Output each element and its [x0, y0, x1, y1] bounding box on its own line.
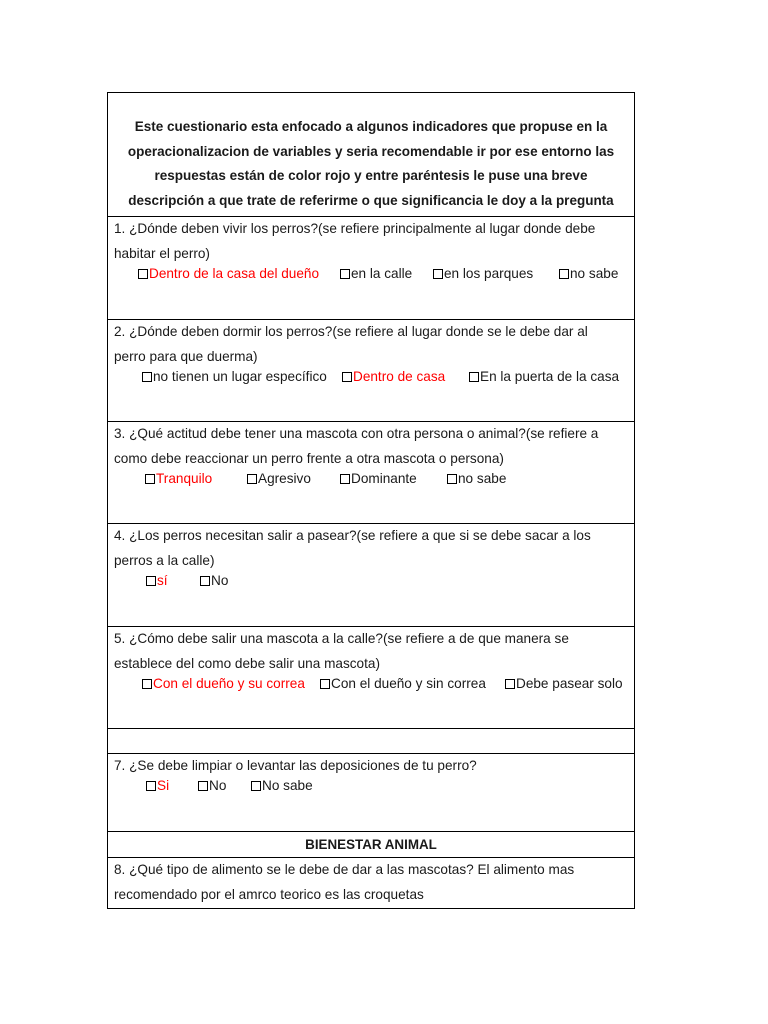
blank-row	[108, 729, 634, 754]
checkbox-icon[interactable]	[146, 781, 156, 791]
question-2-options	[108, 370, 634, 392]
checkbox-icon[interactable]	[340, 269, 350, 279]
question-4-options	[108, 574, 634, 596]
option-no-sabe[interactable]: no sabe	[447, 472, 506, 486]
option-tranquilo[interactable]: Tranquilo	[145, 472, 212, 486]
question-5	[108, 627, 634, 729]
checkbox-icon[interactable]	[342, 372, 352, 382]
option-dentro-casa-dueno[interactable]: Dentro de la casa del dueño	[138, 267, 319, 281]
question-line: 4. ¿Los perros necesitan salir a pasear?(se refiere a que si se debe sacar a los	[114, 528, 591, 543]
checkbox-icon[interactable]	[320, 679, 330, 689]
option-pasear-solo[interactable]: Debe pasear solo	[505, 677, 623, 691]
question-line: habitar el perro)	[114, 245, 210, 261]
question-3-text	[114, 422, 628, 471]
option-no-sabe[interactable]: no sabe	[559, 267, 618, 281]
question-8	[108, 858, 634, 908]
option-si[interactable]: sí	[146, 574, 168, 588]
option-no[interactable]: No	[200, 574, 228, 588]
option-dominante[interactable]: Dominante	[340, 472, 417, 486]
intro-line: operacionalizacion de variables y seria recomendable ir por ese entorno las	[127, 143, 615, 159]
question-1	[108, 217, 634, 320]
checkbox-icon[interactable]	[145, 474, 155, 484]
question-line: como debe reaccionar un perro frente a otra mascota o persona)	[114, 450, 504, 466]
checkbox-icon[interactable]	[198, 781, 208, 791]
question-8-text	[114, 858, 628, 907]
checkbox-icon[interactable]	[247, 474, 257, 484]
question-1-options	[108, 267, 634, 289]
option-en-la-calle[interactable]: en la calle	[340, 267, 412, 281]
question-5-options	[108, 677, 634, 699]
option-no-sabe[interactable]: No sabe	[251, 779, 313, 793]
checkbox-icon[interactable]	[142, 372, 152, 382]
checkbox-icon[interactable]	[559, 269, 569, 279]
intro-instructions	[108, 93, 634, 217]
option-en-los-parques[interactable]: en los parques	[433, 267, 533, 281]
question-5-text	[114, 627, 628, 676]
question-line: 1. ¿Dónde deben vivir los perros?(se refiere principalmente al lugar donde debe	[114, 221, 596, 236]
option-con-dueno-sin-correa[interactable]: Con el dueño y sin correa	[320, 677, 486, 691]
question-3	[108, 422, 634, 524]
checkbox-icon[interactable]	[505, 679, 515, 689]
question-7-options	[108, 779, 634, 801]
question-2-text	[114, 320, 628, 369]
option-si[interactable]: Si	[146, 779, 169, 793]
checkbox-icon[interactable]	[142, 679, 152, 689]
checkbox-icon[interactable]	[340, 474, 350, 484]
option-con-dueno-y-correa[interactable]: Con el dueño y su correa	[142, 677, 305, 691]
question-line: 7. ¿Se debe limpiar o levantar las deposiciones de tu perro?	[114, 758, 477, 773]
question-line: 8. ¿Qué tipo de alimento se le debe de dar a las mascotas? El alimento mas	[114, 862, 575, 877]
intro-line: Este cuestionario esta enfocado a algunos indicadores que propuse en la	[134, 119, 608, 134]
option-no-lugar-especifico[interactable]: no tienen un lugar específico	[142, 370, 327, 384]
checkbox-icon[interactable]	[200, 576, 210, 586]
checkbox-icon[interactable]	[447, 474, 457, 484]
option-dentro-de-casa[interactable]: Dentro de casa	[342, 370, 445, 384]
intro-line: respuestas están de color rojo y entre paréntesis le puse una breve	[154, 168, 588, 183]
section-title: BIENESTAR ANIMAL	[305, 837, 437, 852]
question-line: 2. ¿Dónde deben dormir los perros?(se refiere al lugar donde se le debe dar al	[114, 324, 588, 339]
question-7-text	[114, 754, 628, 779]
question-1-text	[114, 217, 628, 266]
option-puerta-de-la-casa[interactable]: En la puerta de la casa	[469, 370, 619, 384]
question-line: recomendado por el amrco teorico es las croquetas	[114, 886, 424, 902]
question-line: perro para que duerma)	[114, 348, 258, 364]
checkbox-icon[interactable]	[138, 269, 148, 279]
question-line: 3. ¿Qué actitud debe tener una mascota con otra persona o animal?(se refiere a	[114, 426, 599, 441]
checkbox-icon[interactable]	[433, 269, 443, 279]
question-line: 5. ¿Cómo debe salir una mascota a la calle?(se refiere a de que manera se	[114, 631, 569, 646]
question-2	[108, 320, 634, 422]
option-no[interactable]: No	[198, 779, 226, 793]
questionnaire-table	[107, 92, 635, 909]
checkbox-icon[interactable]	[251, 781, 261, 791]
option-agresivo[interactable]: Agresivo	[247, 472, 311, 486]
question-3-options	[108, 472, 634, 494]
checkbox-icon[interactable]	[146, 576, 156, 586]
intro-line: descripción a que trate de referirme o que significancia le doy a la pregunta	[128, 192, 614, 208]
question-4-text	[114, 524, 628, 573]
checkbox-icon[interactable]	[469, 372, 479, 382]
question-7	[108, 754, 634, 832]
section-header	[108, 832, 634, 858]
question-line: perros a la calle)	[114, 552, 215, 568]
question-line: establece del como debe salir una mascota)	[114, 655, 380, 671]
question-4	[108, 524, 634, 627]
